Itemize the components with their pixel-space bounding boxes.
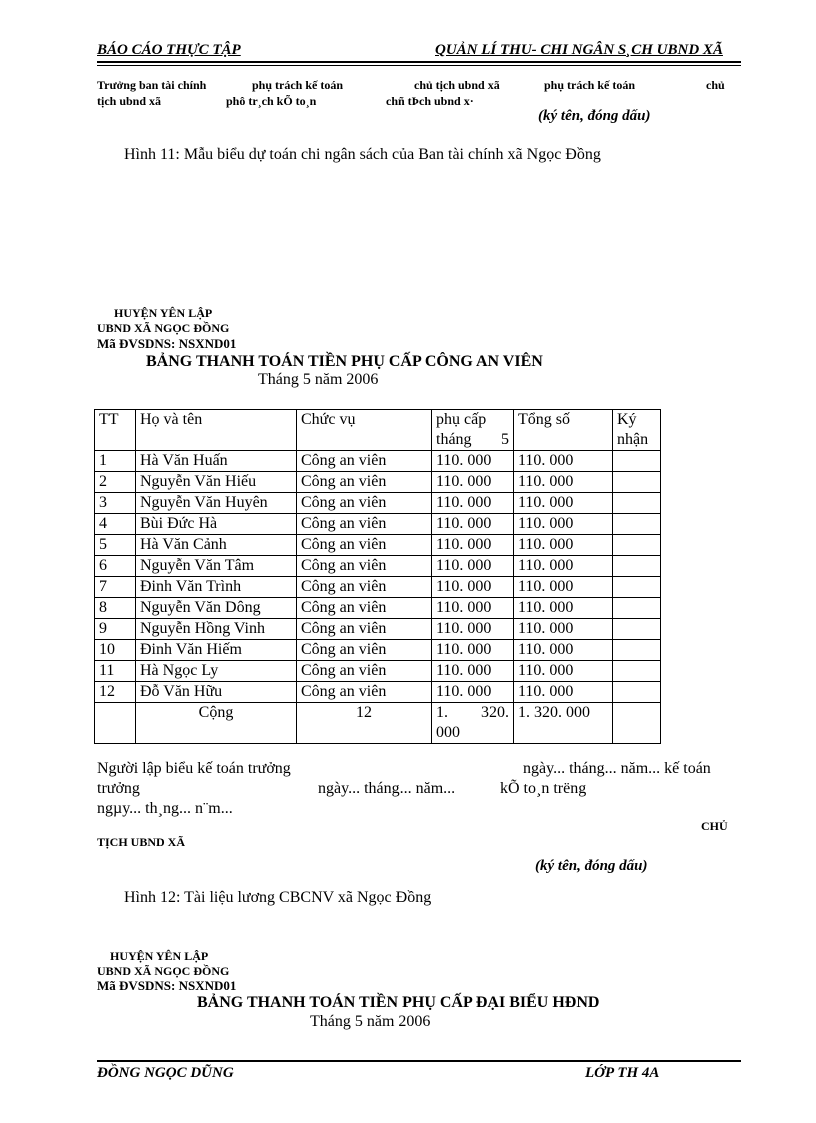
row-signature — [613, 598, 661, 619]
row-signature — [613, 535, 661, 556]
sig-chairman: chủ tịch ubnd xã — [414, 78, 500, 92]
row-name: Bùi Đức Hà — [136, 514, 297, 535]
date-line-3: ngµy... th¸ng... n¨m... — [97, 800, 233, 817]
row-role: Công an viên — [297, 682, 432, 703]
header-total: Tổng số — [514, 410, 613, 451]
row-name: Đỗ Văn Hữu — [136, 682, 297, 703]
row-signature — [613, 556, 661, 577]
row-tt: 6 — [95, 556, 136, 577]
row-role: Công an viên — [297, 640, 432, 661]
row-tt: 10 — [95, 640, 136, 661]
sig-chu: chủ — [706, 78, 725, 92]
row-tt: 7 — [95, 577, 136, 598]
row-allowance: 110. 000 — [432, 619, 514, 640]
row-name: Nguyễn Văn Huyên — [136, 493, 297, 514]
row-signature — [613, 661, 661, 682]
table-row — [95, 577, 661, 598]
footer-left: ĐỒNG NGỌC DŨNG — [97, 1065, 234, 1081]
sig-chairman-line2b: chñ tÞch ubnd x· — [386, 94, 474, 108]
header-left: BÁO CÁO THỰC TẬP — [97, 42, 241, 58]
sign-note-bottom: (ký tên, đóng dấu) — [535, 858, 648, 874]
row-name: Đinh Văn Trình — [136, 577, 297, 598]
row-tt: 9 — [95, 619, 136, 640]
row-allowance: 110. 000 — [432, 682, 514, 703]
sig-accountant-line2: phô tr¸ch kÕ to¸n — [226, 94, 317, 108]
row-total: 110. 000 — [514, 661, 613, 682]
total-allowance-part-c: 000 — [436, 724, 460, 741]
row-total: 110. 000 — [514, 493, 613, 514]
total-sum: 1. 320. 000 — [514, 703, 613, 744]
header-right: QUẢN LÍ THU- CHI NGÂN S¸CH UBND XÃ — [435, 42, 723, 58]
row-allowance: 110. 000 — [432, 451, 514, 472]
row-tt: 2 — [95, 472, 136, 493]
row-name: Nguyễn Văn Hiếu — [136, 472, 297, 493]
table-month: Tháng 5 năm 2006 — [258, 371, 379, 388]
chief-accountant-word: trưởng — [97, 780, 140, 797]
unit-code-2: Mã ĐVSDNS: NSXND01 — [97, 978, 237, 993]
row-name: Nguyễn Văn Dông — [136, 598, 297, 619]
row-role: Công an viên — [297, 577, 432, 598]
row-tt: 11 — [95, 661, 136, 682]
prepared-by-line: Người lập biểu kế toán trưởng — [97, 760, 291, 777]
row-signature — [613, 577, 661, 598]
row-signature — [613, 451, 661, 472]
chairman-label: TỊCH UBND XÃ — [97, 835, 186, 849]
row-role: Công an viên — [297, 493, 432, 514]
district-name: HUYỆN YÊN LẬP — [114, 306, 213, 320]
table-row — [95, 472, 661, 493]
commune-name-2: UBND XÃ NGỌC ĐỒNG — [97, 964, 230, 978]
table-row — [95, 493, 661, 514]
row-allowance: 110. 000 — [432, 640, 514, 661]
sig-accountant-2: phụ trách kế toán — [544, 78, 636, 92]
row-role: Công an viên — [297, 556, 432, 577]
row-total: 110. 000 — [514, 640, 613, 661]
header-name: Họ và tên — [136, 410, 297, 451]
row-name: Hà Văn Huấn — [136, 451, 297, 472]
row-signature — [613, 682, 661, 703]
footer-right: LỚP TH 4A — [585, 1065, 660, 1081]
table-row — [95, 451, 661, 472]
row-tt: 8 — [95, 598, 136, 619]
header-allowance: phụ cấp tháng 5 — [432, 410, 514, 451]
row-total: 110. 000 — [514, 535, 613, 556]
table-title: BẢNG THANH TOÁN TIỀN PHỤ CẤP CÔNG AN VIÊN — [146, 353, 543, 370]
row-role: Công an viên — [297, 535, 432, 556]
row-name: Đinh Văn Hiếm — [136, 640, 297, 661]
row-tt: 1 — [95, 451, 136, 472]
row-total: 110. 000 — [514, 451, 613, 472]
row-signature — [613, 514, 661, 535]
total-allowance — [432, 703, 514, 744]
row-signature — [613, 472, 661, 493]
footer-rule — [97, 1060, 741, 1062]
row-allowance: 110. 000 — [432, 514, 514, 535]
district-name-2: HUYỆN YÊN LẬP — [110, 949, 209, 963]
table-row — [95, 640, 661, 661]
row-signature — [613, 619, 661, 640]
sig-chairman-line2: tịch ubnd xã — [97, 94, 162, 108]
row-role: Công an viên — [297, 451, 432, 472]
row-name: Hà Ngọc Ly — [136, 661, 297, 682]
chief-accountant-garbled: kÕ to¸n trëng — [500, 780, 587, 797]
row-allowance: 110. 000 — [432, 493, 514, 514]
total-tt — [95, 703, 136, 744]
row-role: Công an viên — [297, 598, 432, 619]
row-role: Công an viên — [297, 514, 432, 535]
figure-12-caption: Hình 12: Tài liệu lương CBCNV xã Ngọc Đồng — [124, 889, 432, 906]
payment-table — [94, 409, 661, 744]
table-title-2: BẢNG THANH TOÁN TIỀN PHỤ CẤP ĐẠI BIỂU HĐND — [197, 994, 600, 1011]
row-tt: 3 — [95, 493, 136, 514]
row-tt: 12 — [95, 682, 136, 703]
unit-code: Mã ĐVSDNS: NSXND01 — [97, 336, 237, 351]
table-row — [95, 556, 661, 577]
header-rule-thin — [97, 65, 741, 66]
row-allowance: 110. 000 — [432, 535, 514, 556]
date-line-2: ngày... tháng... năm... — [318, 780, 456, 797]
row-role: Công an viên — [297, 619, 432, 640]
table-row — [95, 661, 661, 682]
row-name: Nguyễn Hồng Vinh — [136, 619, 297, 640]
sig-treasurer: Trưởng ban tài chính — [97, 78, 207, 92]
row-allowance: 110. 000 — [432, 577, 514, 598]
row-name: Hà Văn Cảnh — [136, 535, 297, 556]
row-name: Nguyễn Văn Tâm — [136, 556, 297, 577]
row-role: Công an viên — [297, 472, 432, 493]
table-row — [95, 619, 661, 640]
sign-note-top: (ký tên, đóng dấu) — [538, 108, 651, 124]
total-label: Cộng — [136, 703, 297, 744]
date-line-1: ngày... tháng... năm... kế toán — [523, 760, 711, 777]
total-allowance-part-b: 320. — [481, 704, 509, 721]
sig-accountant: phụ trách kế toán — [252, 78, 344, 92]
row-tt: 4 — [95, 514, 136, 535]
total-allowance-part-a: 1. — [436, 704, 448, 721]
row-allowance: 110. 000 — [432, 472, 514, 493]
total-count: 12 — [297, 703, 432, 744]
row-role: Công an viên — [297, 661, 432, 682]
table-month-2: Tháng 5 năm 2006 — [310, 1013, 431, 1030]
header-rule — [97, 61, 741, 63]
row-total: 110. 000 — [514, 598, 613, 619]
row-total: 110. 000 — [514, 514, 613, 535]
row-total: 110. 000 — [514, 577, 613, 598]
figure-11-caption: Hình 11: Mẫu biểu dự toán chi ngân sách của Ban tài chính xã Ngọc Đồng — [124, 146, 601, 163]
row-total: 110. 000 — [514, 472, 613, 493]
row-total: 110. 000 — [514, 556, 613, 577]
row-allowance: 110. 000 — [432, 661, 514, 682]
header-signature: Ký nhận — [613, 410, 661, 451]
table-row — [95, 535, 661, 556]
row-signature — [613, 640, 661, 661]
row-allowance: 110. 000 — [432, 598, 514, 619]
header-tt: TT — [95, 410, 136, 451]
commune-name: UBND XÃ NGỌC ĐỒNG — [97, 321, 230, 335]
chu-label: CHỦ — [701, 819, 728, 833]
row-allowance: 110. 000 — [432, 556, 514, 577]
row-total: 110. 000 — [514, 682, 613, 703]
row-signature — [613, 493, 661, 514]
table-row — [95, 682, 661, 703]
table-header-row — [95, 410, 661, 451]
table-total-row — [95, 703, 661, 744]
table-row — [95, 514, 661, 535]
table-row — [95, 598, 661, 619]
row-total: 110. 000 — [514, 619, 613, 640]
row-tt: 5 — [95, 535, 136, 556]
total-sign — [613, 703, 661, 744]
header-role: Chức vụ — [297, 410, 432, 451]
